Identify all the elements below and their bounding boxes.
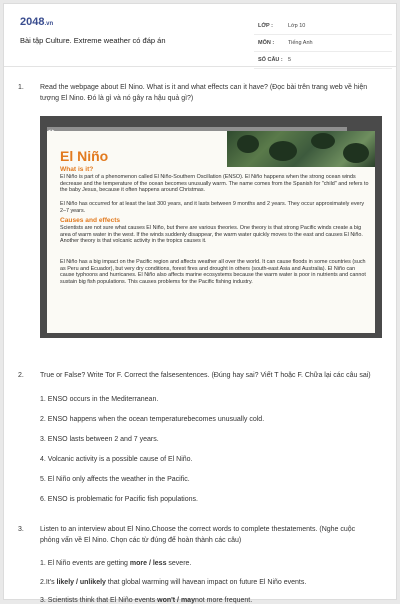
choice-item: 1. El Niño events are getting more / less severe.	[40, 560, 192, 567]
meta-row-class	[254, 18, 392, 35]
article-paragraph: El Niño has a big impact on the Pacific region and affects weather all over the world. It can cause floods in some countries (such as Peru and Ecuador), but very dry conditions, forest fires and drought in others (south-east Asia and Australia). El Niño can cause typhoons and hurricanes. El Niño also affects marine ecosystems because the warm water is poor in nutrients and cannot sustain big fish populations. This causes problems for the Pacific fishing industry.	[60, 259, 366, 286]
article-paragraph: El Niño has occurred for at least the last 300 years, and it lasts between 9 months and 2 years. They occur approximately every 2–7 years.	[60, 201, 365, 214]
webpage-content	[47, 131, 375, 333]
meta-row-subject	[254, 35, 392, 52]
choice-item: 2.It's likely / unlikely that global warming will havean impact on future El Niño events.	[40, 579, 307, 586]
article-title: El Niño	[60, 148, 109, 164]
question-text: Read the webpage about El Nino. What is it and what effects can it have? (Đọc bài trên trang web về hiện tượng El Nino. Đó là gì và nó gây ra hậu quả gì?)	[40, 84, 368, 102]
question-text: Listen to an interview about El Nino.Choose the correct words to complete thestatements. (Nghe cuộc phỏng vấn về El Nino. Chọn các từ đúng để hoàn thành các câu)	[40, 526, 356, 544]
meta-key: MÔN :	[258, 40, 275, 46]
article-paragraph: El Niño is part of a phenomenon called El Niño-Southern Oscillation (ENSO). El Niño happens when the strong ocean winds decrease and the temperature of the ocean becomes unusually warm. The name comes from the Spanish for "child" and refers to the baby Jesus, because it often happens around Christmas.	[60, 174, 369, 194]
meta-row-count	[254, 52, 392, 69]
trees-photo	[227, 131, 375, 167]
statement-item: 5. El Niño only affects the weather in the Pacific.	[40, 476, 190, 483]
article-heading-causes: Causes and effects	[60, 217, 121, 224]
article-paragraph: Scientists are not sure what causes El Niño, but there are various theories. One theory is that strong Pacific winds create a big area of warm water in the west. If the winds suddenly disappear, the warm water quickly moves to the east and causes El Niño. Another theory is that volcanic activity in the tropics causes it.	[60, 225, 363, 245]
statement-item: 2. ENSO happens when the ocean temperaturebecomes unusually cold.	[40, 416, 265, 423]
site-logo[interactable]: 2048.vn	[20, 16, 54, 28]
statement-item: 4. Volcanic activity is a possible cause of El Niño.	[40, 456, 193, 463]
meta-value: Lớp 10	[288, 23, 306, 29]
meta-value: 5	[288, 57, 292, 63]
statement-item: 6. ENSO is problematic for Pacific fish populations.	[40, 496, 198, 503]
statement-item: 1. ENSO occurs in the Mediterranean.	[40, 396, 159, 403]
article-heading-what: What is it?	[60, 166, 94, 173]
meta-key: LỚP :	[258, 23, 273, 29]
el-nino-webpage-image	[40, 116, 382, 338]
question-number: 3.	[18, 526, 24, 533]
page-header	[4, 4, 396, 67]
question-text: True or False? Write Tor F. Correct the falsesentences. (Đúng hay sai? Viết T hoặc F. Chữa lại các câu sai)	[40, 372, 371, 379]
meta-table	[254, 18, 392, 69]
document-title: Bài tập Culture. Extreme weather có đáp án	[20, 36, 166, 45]
meta-value: Tiếng Anh	[288, 40, 313, 46]
meta-key: SỐ CÂU :	[258, 57, 283, 63]
question-number: 1.	[18, 84, 24, 91]
document-page	[3, 3, 397, 604]
question-number: 2.	[18, 372, 24, 379]
choice-item: 3. Scientists think that El Niño events won't / maynot more frequent.	[40, 597, 253, 604]
statement-item: 3. ENSO lasts between 2 and 7 years.	[40, 436, 159, 443]
